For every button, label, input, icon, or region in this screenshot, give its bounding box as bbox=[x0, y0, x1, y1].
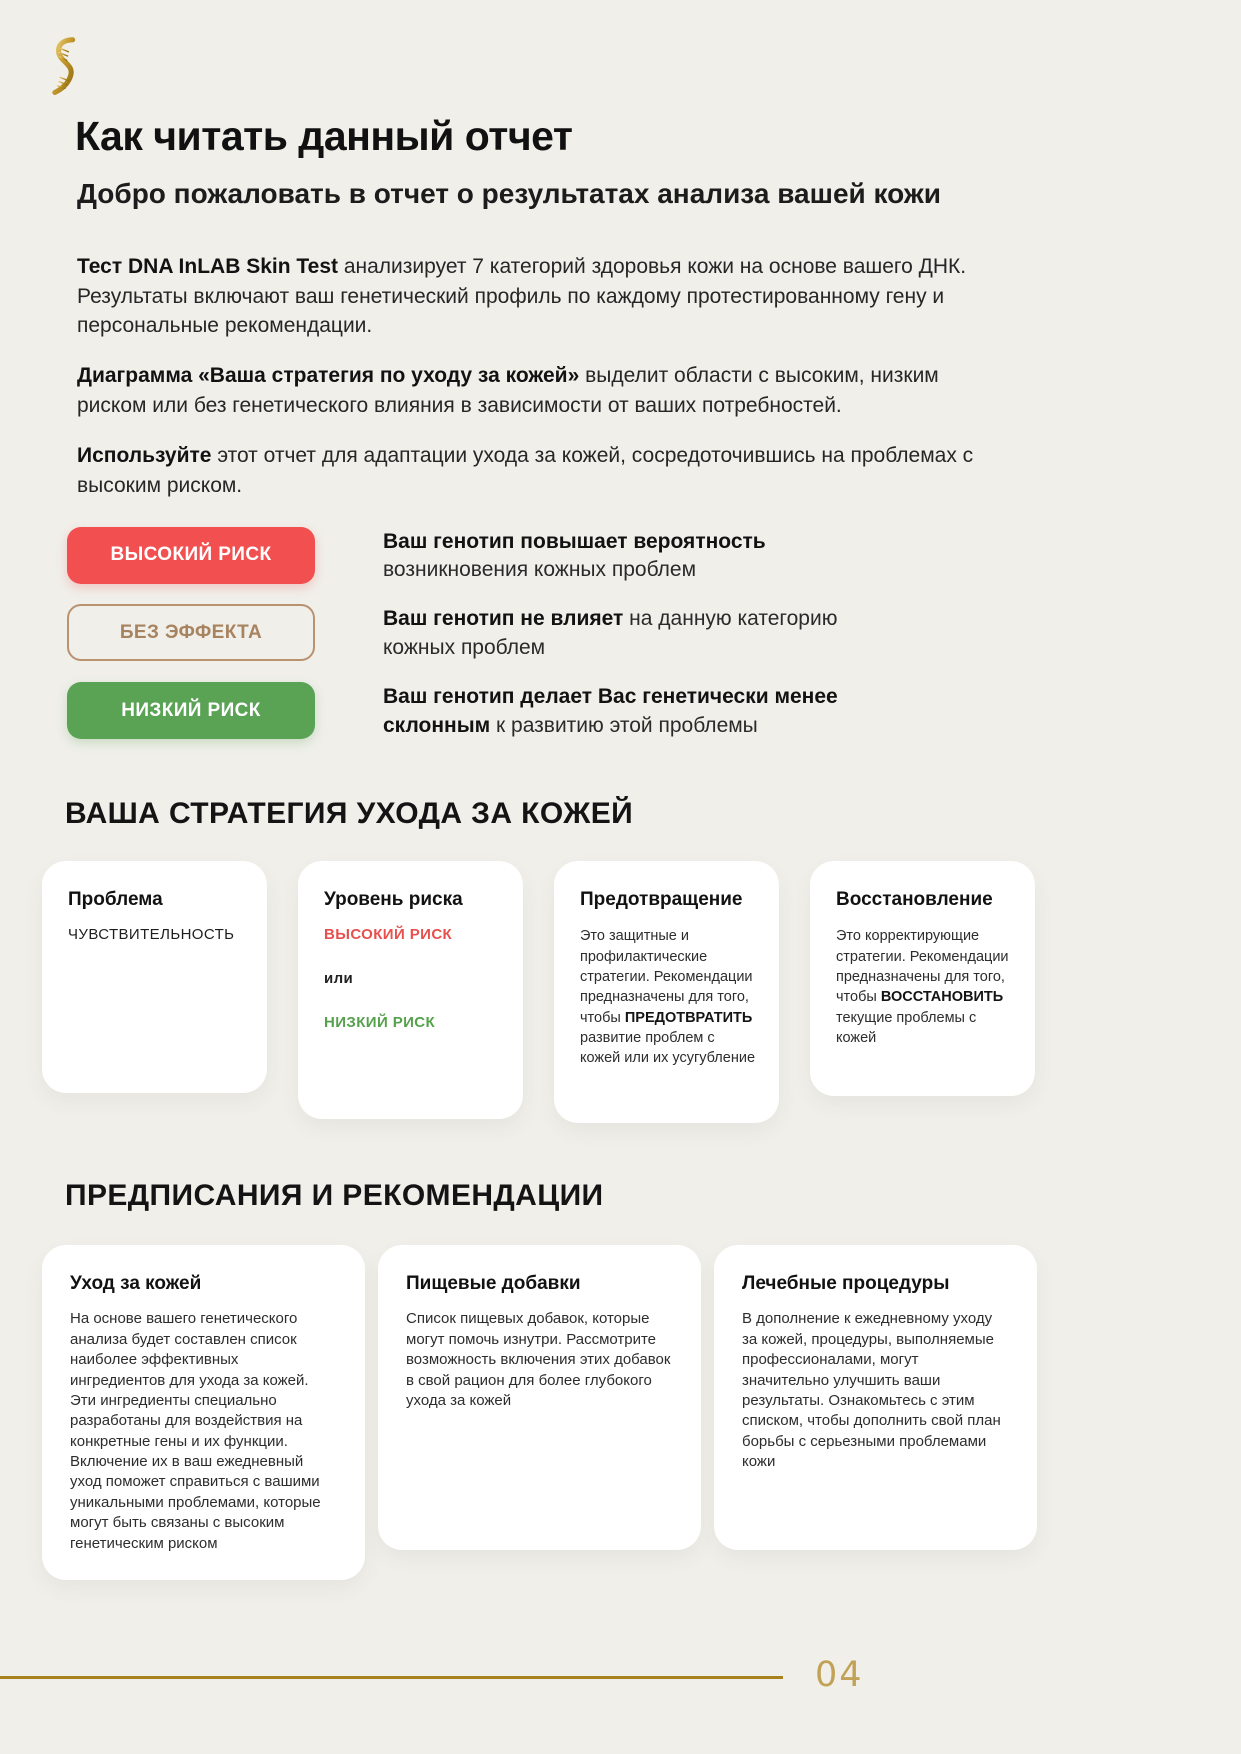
low-risk-desc-bold: Ваш генотип делает Вас генетически менее склонным bbox=[383, 685, 838, 738]
high-risk-desc-bold: Ваш генотип повышает вероятность bbox=[383, 529, 766, 553]
risk-legend bbox=[67, 527, 1241, 742]
restoration-body-bold: ВОССТАНОВИТЬ bbox=[880, 989, 1004, 1006]
restoration-body-post: текущие проблемы с кожей bbox=[836, 1009, 977, 1046]
restoration-card-title: Восстановление bbox=[836, 889, 993, 911]
treatments-card-body: В дополнение к ежедневному уходу за кожей, процедуры, выполняемые профессионалами, могут значительно улучшить ваши результаты. Ознакомьтесь с этим списком, чтобы дополнить свой план борьбы с серьезными проблемами кожи bbox=[742, 1310, 1001, 1471]
logo-wrap bbox=[0, 0, 1241, 103]
skincare-card-body: На основе вашего генетического анализа будет составлен список наиболее эффективных ингредиентов для ухода за кожей. Эти ингредиенты специально разработаны для воздействия на конкретные гены и их функции. Включение их в ваш ежедневный уход поможет справиться с вашими уникальными проблемами, которые могут быть связаны с высоким генетическим риском bbox=[70, 1310, 321, 1552]
low-risk-badge: НИЗКИЙ РИСК bbox=[67, 682, 315, 739]
dna-helix-logo-icon bbox=[48, 36, 82, 98]
intro-paragraph-diagram bbox=[77, 361, 982, 421]
recommendation-cards bbox=[42, 1245, 1241, 1580]
risk-level-or-label: или bbox=[324, 970, 354, 988]
intro-p1-rest: анализирует 7 категорий здоровья кожи на основе вашего ДНК. Результаты включают ваш генетический профиль по каждому протестированному гену и персональные рекомендации. bbox=[77, 254, 967, 338]
high-risk-badge: ВЫСОКИЙ РИСК bbox=[67, 527, 315, 584]
supplements-card-body: Список пищевых добавок, которые могут помочь изнутри. Рассмотрите возможность включения этих добавок в свой рацион для более глубокого ухода за кожей bbox=[406, 1310, 671, 1409]
intro-p2-rest: выделит области с высоким, низким риском или без генетического влияния в зависимости от ваших потребностей. bbox=[77, 364, 939, 418]
problem-card-value: ЧУВСТВИТЕЛЬНОСТЬ bbox=[68, 926, 235, 944]
intro-p3-lead: Используйте bbox=[77, 443, 212, 467]
prevention-body-bold: ПРЕДОТВРАТИТЬ bbox=[624, 1009, 753, 1026]
page-subtitle: Добро пожаловать в отчет о результатах анализа вашей кожи bbox=[77, 178, 941, 209]
low-risk-description bbox=[383, 683, 913, 741]
risk-level-card-title: Уровень риска bbox=[324, 889, 463, 911]
no-effect-desc-rest: на данную категорию кожных проблем bbox=[383, 607, 838, 660]
page-number: 04 bbox=[815, 1655, 864, 1695]
skincare-card-title: Уход за кожей bbox=[70, 1273, 202, 1295]
prevention-card-body bbox=[580, 926, 757, 1068]
footer-gold-divider bbox=[0, 1676, 783, 1679]
restoration-body-pre: Это корректирующие стратегии. Рекомендации предназначены для того, чтобы bbox=[836, 928, 1009, 1006]
recommendation-card-skincare bbox=[42, 1245, 365, 1580]
no-effect-badge: БЕЗ ЭФФЕКТА bbox=[67, 604, 315, 661]
intro-paragraph-test bbox=[77, 252, 982, 341]
recommendations-section-heading: ПРЕДПИСАНИЯ И РЕКОМЕНДАЦИИ bbox=[65, 1179, 604, 1213]
no-effect-desc-bold: Ваш генотип не влияет bbox=[383, 607, 624, 631]
high-risk-description bbox=[383, 528, 913, 586]
strategy-section-heading: ВАША СТРАТЕГИЯ УХОДА ЗА КОЖЕЙ bbox=[65, 797, 634, 831]
page-title: Как читать данный отчет bbox=[75, 113, 573, 159]
supplements-card-title: Пищевые добавки bbox=[406, 1273, 581, 1295]
legend-row-no-effect bbox=[67, 604, 1241, 663]
no-effect-description bbox=[383, 605, 913, 663]
strategy-cards bbox=[42, 861, 1241, 1123]
low-risk-desc-rest: к развитию этой проблемы bbox=[490, 714, 758, 738]
prevention-card-title: Предотвращение bbox=[580, 889, 743, 911]
problem-card-title: Проблема bbox=[68, 889, 163, 911]
restoration-card-body bbox=[836, 926, 1013, 1048]
recommendation-card-treatments bbox=[714, 1245, 1037, 1550]
risk-level-low-label: НИЗКИЙ РИСК bbox=[324, 1014, 436, 1032]
legend-row-high-risk bbox=[67, 527, 1241, 586]
high-risk-desc-rest: возникновения кожных проблем bbox=[383, 558, 697, 582]
risk-level-high-label: ВЫСОКИЙ РИСК bbox=[324, 926, 453, 944]
intro-p3-rest: этот отчет для адаптации ухода за кожей, сосредоточившись на проблемах с высоким риском. bbox=[77, 443, 974, 497]
recommendation-card-supplements bbox=[378, 1245, 701, 1550]
intro-p1-lead: Тест DNA InLAB Skin Test bbox=[77, 254, 338, 278]
strategy-card-risk-level bbox=[298, 861, 523, 1119]
treatments-card-title: Лечебные процедуры bbox=[742, 1273, 950, 1295]
strategy-card-restoration bbox=[810, 861, 1035, 1096]
intro-section bbox=[77, 252, 982, 501]
intro-paragraph-use bbox=[77, 441, 982, 501]
strategy-card-problem bbox=[42, 861, 267, 1093]
prevention-body-post: развитие проблем с кожей или их усугубление bbox=[580, 1029, 756, 1067]
prevention-body-pre: Это защитные и профилактические стратегии. Рекомендации предназначены для того, чтобы bbox=[580, 928, 753, 1026]
strategy-card-prevention bbox=[554, 861, 779, 1123]
legend-row-low-risk bbox=[67, 682, 1241, 741]
intro-p2-lead: Диаграмма «Ваша стратегия по уходу за кожей» bbox=[77, 364, 580, 388]
